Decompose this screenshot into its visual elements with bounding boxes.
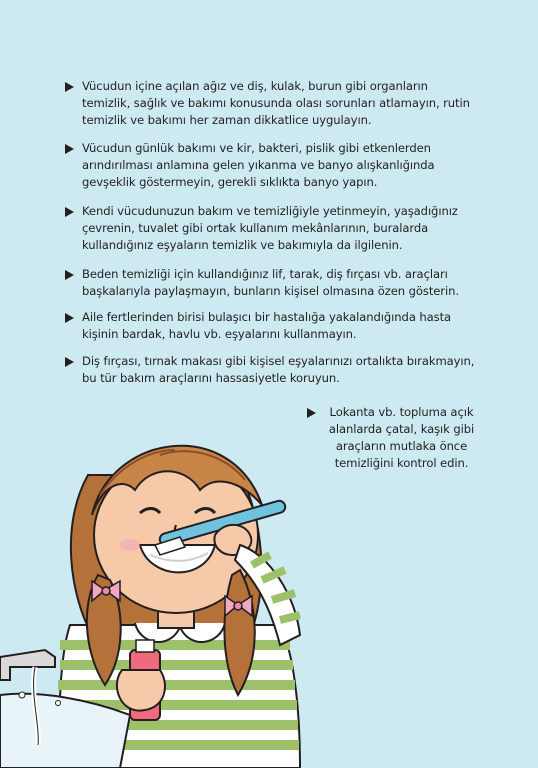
bullet-text: Aile fertlerinden birisi bulaşıcı bir hastalığa yakalandığında hasta kişinin bardak, havlu vb. eşyalarını kullanmayın.	[82, 310, 452, 341]
bullet-text: Vücudun içine açılan ağız ve diş, kulak, burun gibi organların temizlik, sağlık ve bakımı konusunda olası sorunları atlamayın, rutin temizlik ve bakımı her zaman dikkatlice uygulayın.	[82, 79, 470, 127]
bullet-item-2	[65, 140, 475, 191]
bullet-item-1	[65, 78, 475, 129]
bullet-item-3	[65, 203, 475, 254]
bullet-text: Vücudun günlük bakımı ve kir, bakteri, pislik gibi etkenlerden arındırılması anlamına gelen yıkanma ve banyo alışkanlığında gevşeklik göstermeyin, gerekli sıklıkta banyo yapın.	[82, 141, 435, 189]
bullet-arrow-icon	[65, 144, 74, 154]
bullet-text: Beden temizliği için kullandığınız lif, tarak, diş fırçası vb. araçları başkalarıyla paylaşmayın, bunların kişisel olmasına özen gösterin.	[82, 267, 459, 298]
bullet-arrow-icon	[65, 82, 74, 92]
bullet-arrow-icon	[65, 270, 74, 280]
side-bullet-item	[307, 404, 479, 472]
bullet-arrow-icon	[65, 207, 74, 217]
bullet-text: Kendi vücudunuzun bakım ve temizliğiyle yetinmeyin, yaşadığınız çevrenin, tuvalet gibi ortak kullanım mekânlarının, buralarda kullandığınız eşyaların temizlik ve bakımıyla da ilgilenin.	[82, 204, 458, 252]
bullet-arrow-icon	[65, 357, 74, 367]
bullet-item-6	[65, 353, 485, 387]
girl-brushing-teeth-illustration	[0, 395, 330, 768]
bullet-item-5	[65, 309, 475, 343]
bullet-arrow-icon	[65, 313, 74, 323]
bullet-item-4	[65, 266, 475, 300]
bullet-text: Diş fırçası, tırnak makası gibi kişisel eşyalarınızı ortalıkta bırakmayın, bu tür bakım araçlarını hassasiyetle koruyun.	[82, 354, 475, 385]
side-bullet-text: Lokanta vb. topluma açık alanlarda çatal, kaşık gibi araçların mutlaka önce temizliğini kontrol edin.	[328, 405, 475, 470]
